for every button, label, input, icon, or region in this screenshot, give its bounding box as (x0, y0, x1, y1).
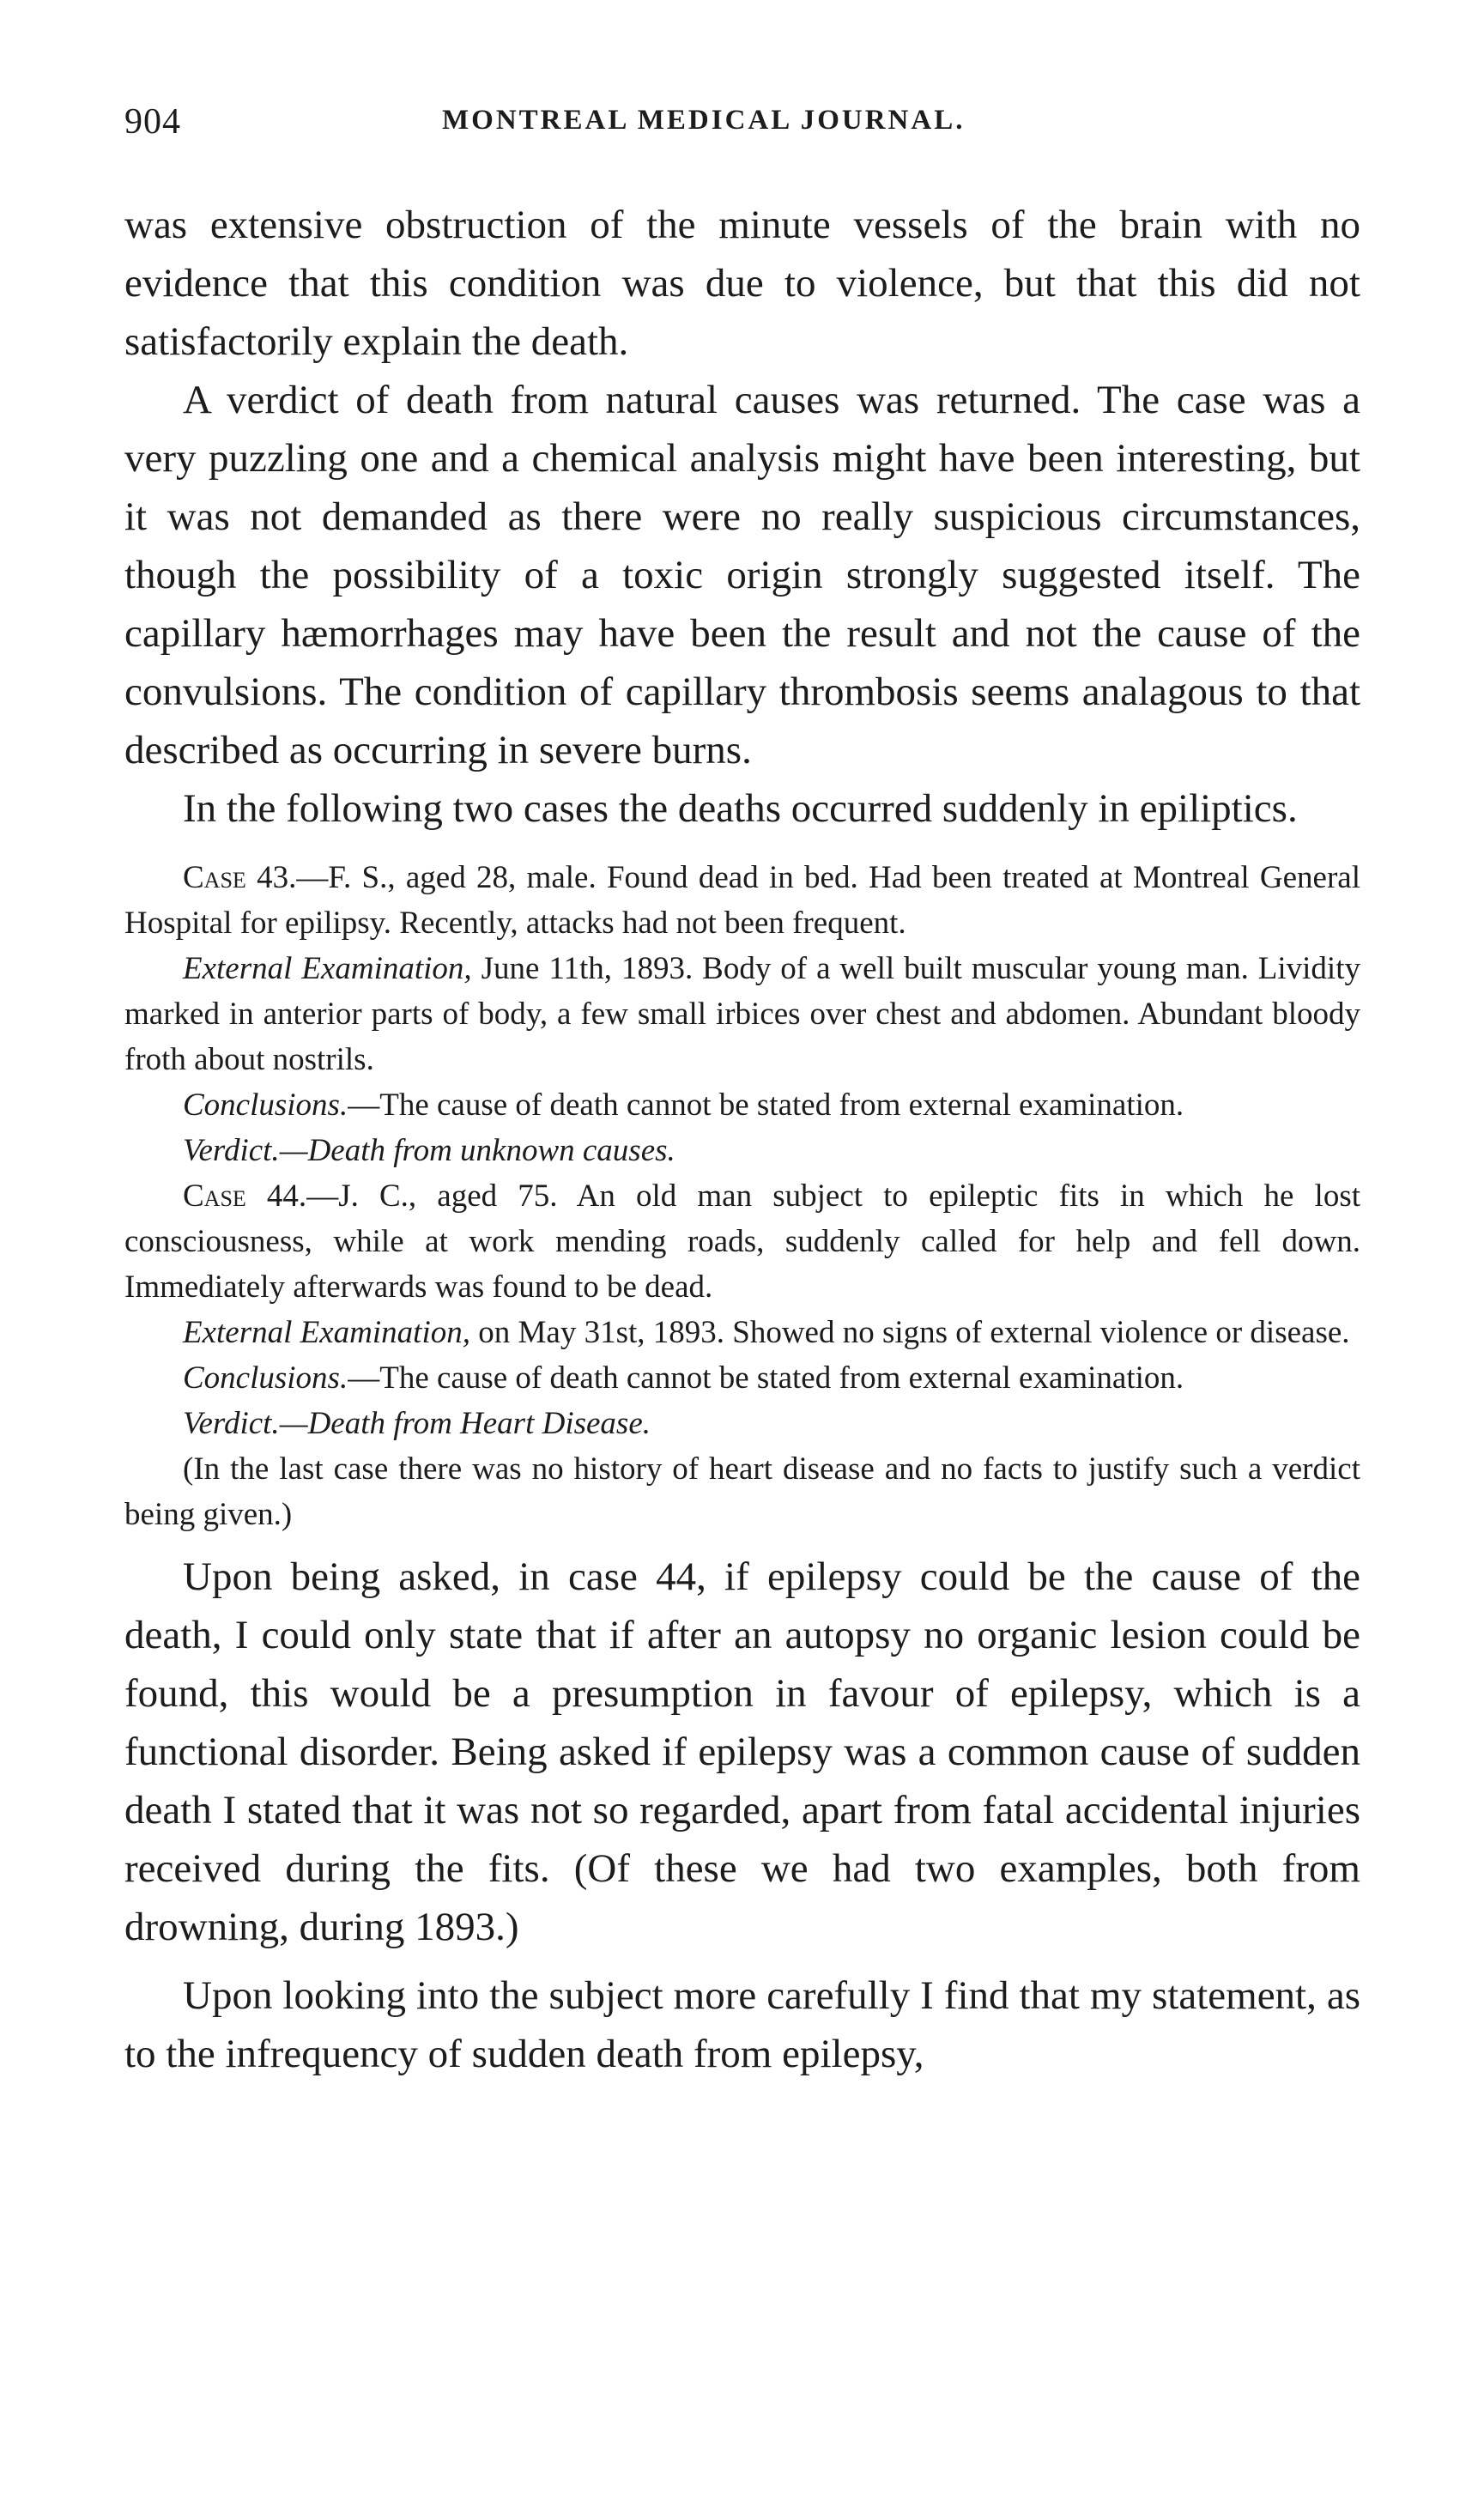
case-44-verdict (124, 1401, 1360, 1446)
running-head: MONTREAL MEDICAL JOURNAL. (442, 105, 966, 136)
case-44-exam-text: on May 31st, 1893. Showed no signs of external violence or disease. (470, 1315, 1350, 1350)
case-44-note: (In the last case there was no history of heart disease and no facts to justify such a verdict being given.) (124, 1451, 1360, 1532)
case-43-text: —F. S., aged 28, male. Found dead in bed. Had been treated at Montreal General Hospital for epilipsy. Recently, attacks had not been frequent. (124, 860, 1360, 941)
case-44-examination (124, 1310, 1360, 1355)
case-43-conclusions (124, 1082, 1360, 1128)
body-text (124, 196, 1360, 2083)
page-number: 904 (124, 102, 181, 142)
case-44-conclusions-label: Conclusions. (183, 1360, 348, 1396)
case-43-exam-label: External Examination, (183, 951, 472, 986)
case-43-conclusions-label: Conclusions. (183, 1087, 348, 1123)
case-44-conclusions-text: —The cause of death cannot be stated from external examination. (348, 1360, 1184, 1396)
case-43-examination (124, 946, 1360, 1082)
case-44-verdict-label: Verdict. (183, 1406, 280, 1441)
paragraph-epileptic-intro: In the following two cases the deaths occurred suddenly in epiliptics. (183, 786, 1298, 831)
paragraph-epilepsy-question: Upon being asked, in case 44, if epilepsy could be the cause of the death, I could only state that if after an autopsy no organic lesion could be found, this would be a presumption in favour of epilepsy, which is a functional disorder. Being asked if epilepsy was a common cause of sudden death I stated that it was not so regarded, apart from fatal accidental injuries received during the fits. (Of these we had two examples, both from drowning, during 1893.) (124, 1554, 1360, 1949)
case-43-verdict (124, 1128, 1360, 1173)
paragraph-continuation: was extensive obstruction of the minute vessels of the brain with no evidence that this condition was due to violence, but that this did not satisfactorily explain the death. (124, 203, 1360, 364)
case-44-text: —J. C., aged 75. An old man subject to epileptic fits in which he lost consciousness, while at work mending roads, suddenly called for help and fell down. Immediately afterwards was found to be dead. (124, 1178, 1360, 1305)
case-43-conclusions-text: —The cause of death cannot be stated from external examination. (348, 1087, 1184, 1123)
case-44-label: Case 44. (183, 1178, 307, 1214)
case-43-summary (124, 855, 1360, 946)
case-44-exam-label: External Examination, (183, 1315, 470, 1350)
case-43-verdict-label: Verdict. (183, 1133, 280, 1168)
case-43-verdict-text: —Death from unknown causes. (279, 1133, 675, 1168)
paragraph-further-study: Upon looking into the subject more carefully I find that my statement, as to the infrequency of sudden death from epilepsy, (124, 1973, 1360, 2076)
case-44-verdict-text: —Death from Heart Disease. (279, 1406, 651, 1441)
case-43-exam-text: June 11th, 1893. Body of a well built muscular young man. Lividity marked in anterior parts of body, a few small irbices over chest and abdomen. Abundant bloody froth about nostrils. (124, 951, 1360, 1077)
case-43-label: Case 43. (183, 860, 297, 895)
case-44-conclusions (124, 1355, 1360, 1401)
paragraph-verdict-discussion: A verdict of death from natural causes was returned. The case was a very puzzling one and a chemical analysis might have been interesting, but it was not demanded as there were no really suspicious circumstances, though the possibility of a toxic origin strongly suggested itself. The capillary hæmorrhages may have been the result and not the cause of the convulsions. The condition of capillary thrombosis seems analagous to that described as occurring in severe burns. (124, 378, 1360, 772)
page-header (124, 101, 1369, 153)
case-44-summary (124, 1173, 1360, 1310)
